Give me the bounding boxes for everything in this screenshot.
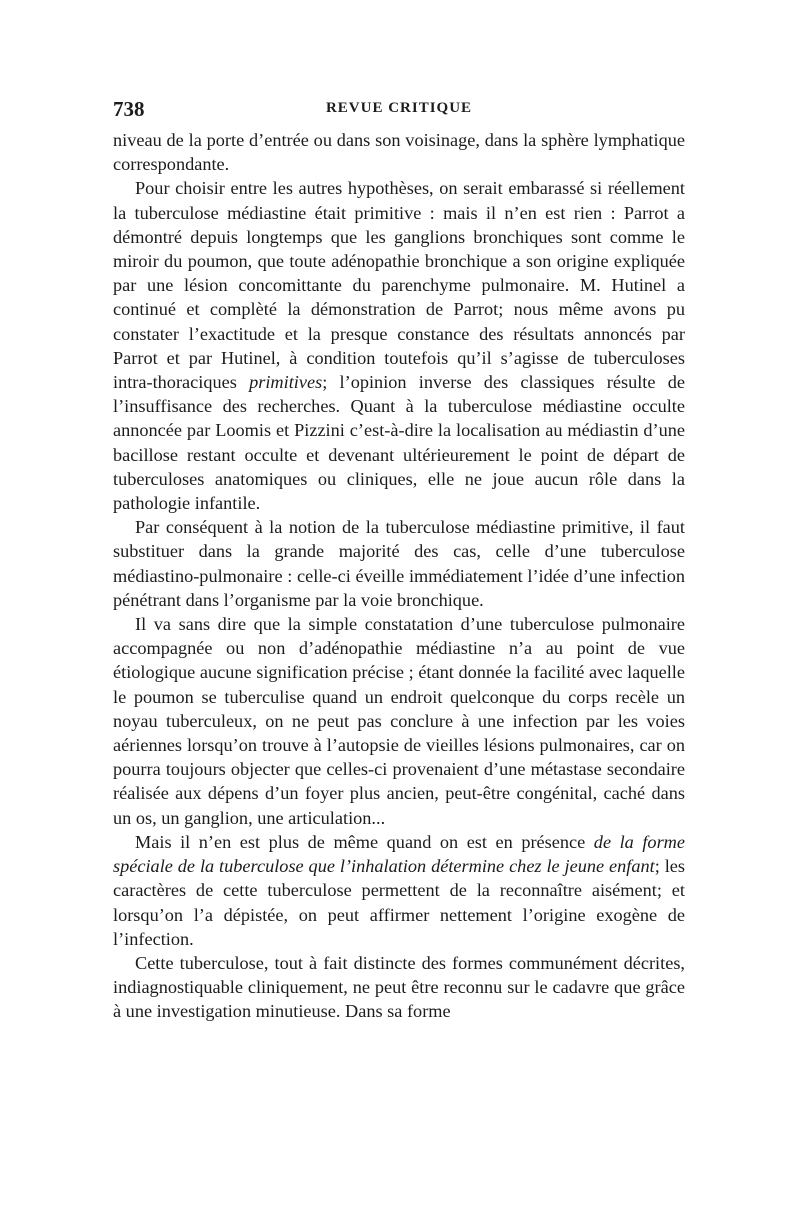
text-run: Pour choisir entre les autres hypothèses, on serait embarassé si réellement la tuberculose médiastine était primitive : mais il n’en est rien : Parrot a démontré depuis longtemps que les ganglions bronchiques sont comme le miroir du poumon, que toute adénopathie bronchique a son origine expliquée par une lésion concomittante du parenchyme pulmonaire. M. Hutinel a continué et complèté la démonstration de Parrot; nous même avons pu constater l’exactitude et la presque constance des résultats annoncés par Parrot et par Hutinel, à condition toutefois qu’il s’agisse de tuberculoses intra-thoraciques <box>113 178 685 393</box>
text-run: niveau de la porte d’entrée ou dans son voisinage, dans la sphère lymphatique correspondante. <box>113 130 685 175</box>
paragraph <box>113 515 685 612</box>
paragraph <box>113 128 685 176</box>
italic-text: de la forme spéciale de la tuberculose que l’inhalation détermine chez le jeune enfant <box>113 831 685 877</box>
page-header <box>113 97 685 123</box>
text-run: ; l’opinion inverse des classiques résulte de l’insuffisance des recherches. Quant à la tuberculose médiastine occulte annoncée par Loomis et Pizzini c’est-à-dire la localisation au médiastin d’une bacillose restant occulte et devenant ultérieurement le point de départ de tuberculoses anatomiques ou cliniques, elle ne joue aucun rôle dans la pathologie infantile. <box>113 372 685 514</box>
running-title: REVUE CRITIQUE <box>325 100 473 116</box>
paragraph <box>113 176 685 515</box>
text-run: Mais il n’en est plus de même quand on est en présence <box>135 831 594 852</box>
body-text <box>113 128 685 1024</box>
text-run: ; les caractères de cette tuberculose permettent de la reconnaître aisément; et lorsqu’on l’a dépistée, on peut affirmer nettement l’origine exogène de l’infection. <box>113 856 685 949</box>
text-run: Il va sans dire que la simple constatation d’une tuberculose pulmonaire accompagnée ou non d’adénopathie médiastine n’a au point de vue étiologique aucune signification précise ; étant donnée la facilité avec laquelle le poumon se tuberculise quand un endroit quelconque du corps recèle un noyau tuberculeux, on ne peut pas conclure à une infection par les voies aériennes lorsqu’on trouve à l’autopsie de vieilles lésions pulmonaires, car on pourra toujours objecter que celles-ci provenaient d’une métastase secondaire réalisée aux dépens d’un foyer plus ancien, peut-être congénital, caché dans un os, un ganglion, une articulation... <box>113 614 685 828</box>
italic-text: primitives <box>249 372 323 393</box>
text-run: Par conséquent à la notion de la tuberculose médiastine primitive, il faut substituer dans la grande majorité des cas, celle d’une tuberculose médiastino-pulmonaire : celle-ci éveille immédiatement l’idée d’une infection pénétrant dans l’organisme par la voie bronchique. <box>113 517 685 610</box>
paragraph <box>113 612 685 830</box>
paragraph <box>113 830 685 951</box>
page-number: 738 <box>113 97 145 121</box>
paragraph <box>113 951 685 1024</box>
text-run: Cette tuberculose, tout à fait distincte des formes communément décrites, indiagnostiquable cliniquement, ne peut être reconnu sur le cadavre que grâce à une investigation minutieuse. Dans sa forme <box>113 952 685 1022</box>
